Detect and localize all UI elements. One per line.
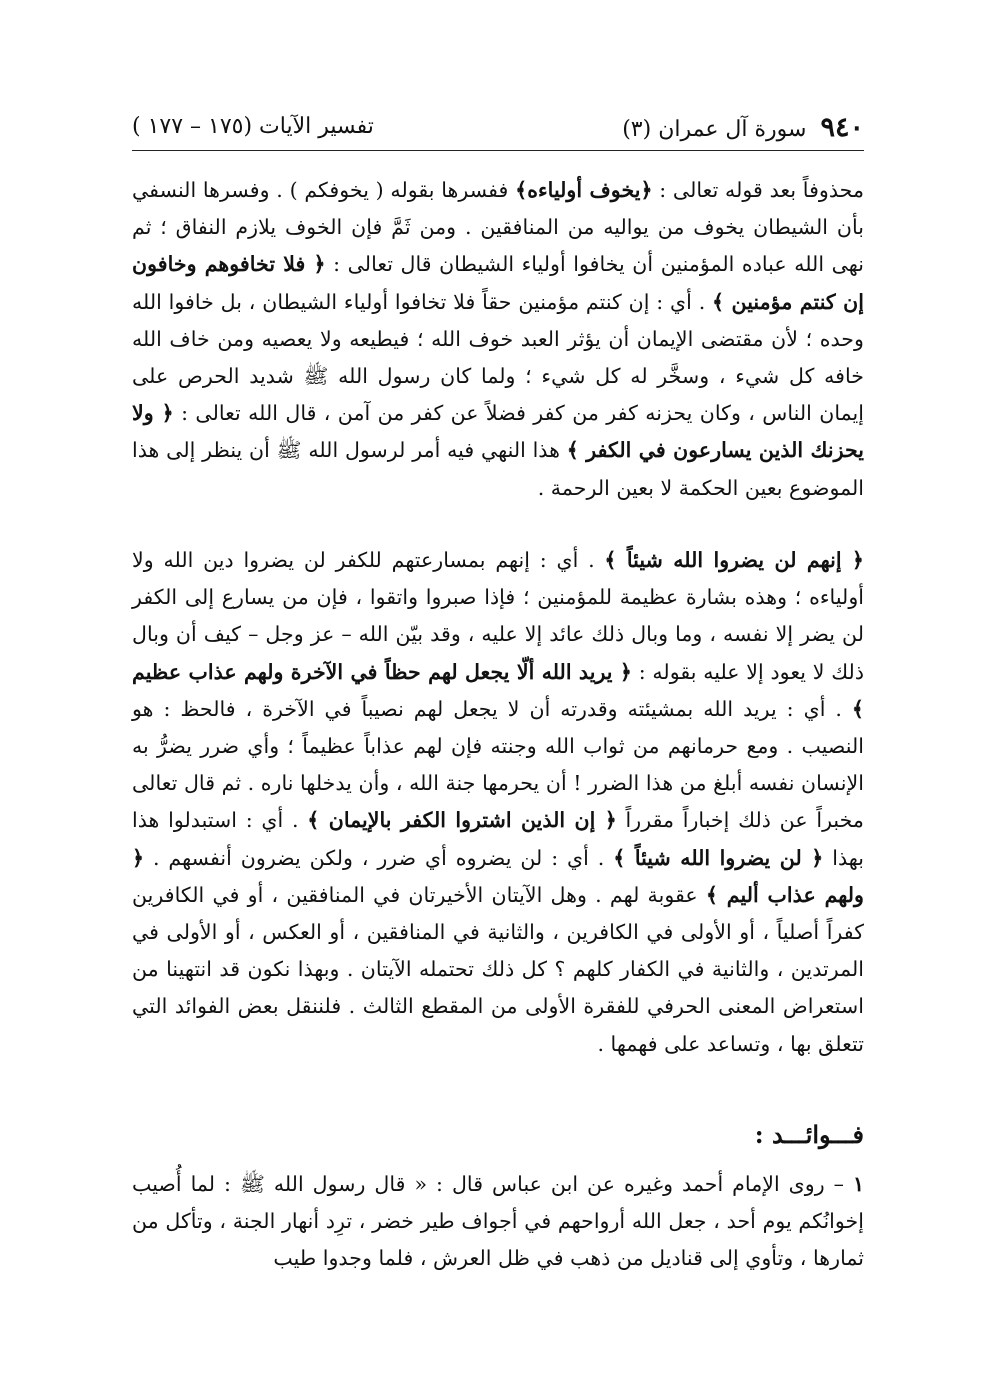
quran-quote: ﴿ يريد الله ألّا يجعل لهم حظاً في الآخرة ولهم عذاب عظيم ﴾ — [132, 659, 864, 721]
text-segment: . أي : إنهم بمسارعتهم للكفر لن يضروا دين الله ولا أولياءه ؛ وهذه بشارة عظيمة للمؤمنين ؛ فإذا صبروا واتقوا ، فإن من يسارع إلى الكفر لن يضر إلا نفسه ، وما وبال ذلك عائد إلا عليه ، وقد بيّن الله – عز وجل – كيف أن وبال ذلك لا يعود إلا عليه بقوله : — [132, 548, 864, 684]
text-segment: . أي : إن كنتم مؤمنين حقاً فلا تخافوا أولياء الشيطان ، بل خافوا الله وحده ؛ لأن مقتضى الإيمان أن يؤثر العبد خوف الله ؛ فيطيعه ولا يعصيه ومن خاف الله خافه كل شيء ، وسخَّر له كل شيء ؛ ولما كان رسول الله ﷺ شديد الحرص على إيمان الناس ، وكان يحزنه كفر من كفر فضلاً عن كفر من آمن ، قال الله تعالى : — [132, 289, 864, 426]
text-segment: ففسرها بقوله ( يخوفكم ) . وفسرها النسفي بأن الشيطان يخوف من يواليه من المنافقين . ومن ثَمَّ فإن الخوف يلازم النفاق ؛ ثم نهى الله عباده المؤمنين أن يخافوا أولياء الشيطان قال تعالى : — [132, 178, 864, 277]
section-title: تفسير الآيات (١٧٥ – ١٧٧ ) — [132, 114, 374, 139]
quran-quote: ﴿ إنهم لن يضروا الله شيئاً ﴾ — [604, 548, 865, 572]
paragraph-2 — [132, 542, 864, 1063]
quran-quote: ﴿ لن يضروا الله شيئاً ﴾ — [613, 845, 824, 870]
quran-quote: ﴿يخوف أولياءه﴾ — [515, 178, 653, 202]
text-segment: هذا النهي فيه أمر لرسول الله ﷺ أن ينظر إلى هذا الموضوع بعين الحكمة لا بعين الرحمة . — [132, 438, 864, 500]
text-segment: محذوفاً بعد قوله تعالى : — [652, 178, 864, 202]
text-segment: . أي : يريد الله بمشيئته وقدرته أن لا يجعل لهم نصيباً في الآخرة ، فالحظ : هو النصيب . ومع حرمانهم من ثواب الله وجنته فإن لهم عذاباً عظيماً ؛ وأي ضرر يضرُّ به الإنسان نفسه أبلغ من هذا الضرر ! أن يحرمها جنة الله ، وأن يدخلها ناره . ثم قال تعالى مخبراً عن ذلك إخباراً مقرراً — [132, 696, 864, 833]
text-segment: عقوبة لهم . وهل الآيتان الأخيرتان في المنافقين ، أو في الكافرين كفراً أصلياً ، أو الأولى في الكافرين ، والثانية في المنافقين ، أو العكس ، أو الأولى في المرتدين ، والثانية في الكفار كلهم ؟ كل ذلك تحتمله الآيتان . وبهذا نكون قد انتهينا من استعراض المعنى الحرفي للفقرة الأولى من المقطع الثالث . فلننقل بعض الفوائد التي تتعلق بها ، وتساعد على فهمها . — [132, 882, 864, 1056]
text-segment: . أي : استبدلوا هذا بهذا — [132, 808, 864, 870]
benefit-number: ١ — [852, 1172, 864, 1196]
chapter-title: (٣) سورة آل عمران — [622, 117, 807, 142]
page-number: ٩٤٠ — [820, 112, 864, 143]
quran-quote: ﴿ ولهم عذاب أليم ﴾ — [132, 845, 864, 907]
quran-quote: ﴿ إن الذين اشتروا الكفر بالإيمان ﴾ — [307, 808, 617, 833]
paragraph-1 — [132, 172, 864, 507]
quran-quote: ﴿ ولا يحزنك الذين يسارعون في الكفر ﴾ — [132, 401, 864, 463]
running-head — [132, 112, 864, 148]
running-head-right — [622, 112, 864, 143]
benefit-1 — [132, 1166, 864, 1278]
benefits-heading: فـــوائـــد : — [754, 1120, 864, 1149]
header-rule — [132, 150, 864, 151]
text-segment: . أي : لن يضروه أي ضرر ، ولكن يضرون أنفسهم . — [144, 845, 614, 870]
quran-quote: ﴿ فلا تخافوهم وخافون إن كنتم مؤمنين ﴾ — [132, 252, 864, 314]
text-segment: – روى الإمام أحمد وغيره عن ابن عباس قال : « قال رسول الله ﷺ : لما أُصيب إخوانُكم يوم أحد ، جعل الله أرواحهم في أجواف طير خضر ، ترِد أنهار الجنة ، وتأكل من ثمارها ، وتأوي إلى قناديل من ذهب في ظل العرش ، فلما وجدوا طيب — [132, 1172, 864, 1271]
